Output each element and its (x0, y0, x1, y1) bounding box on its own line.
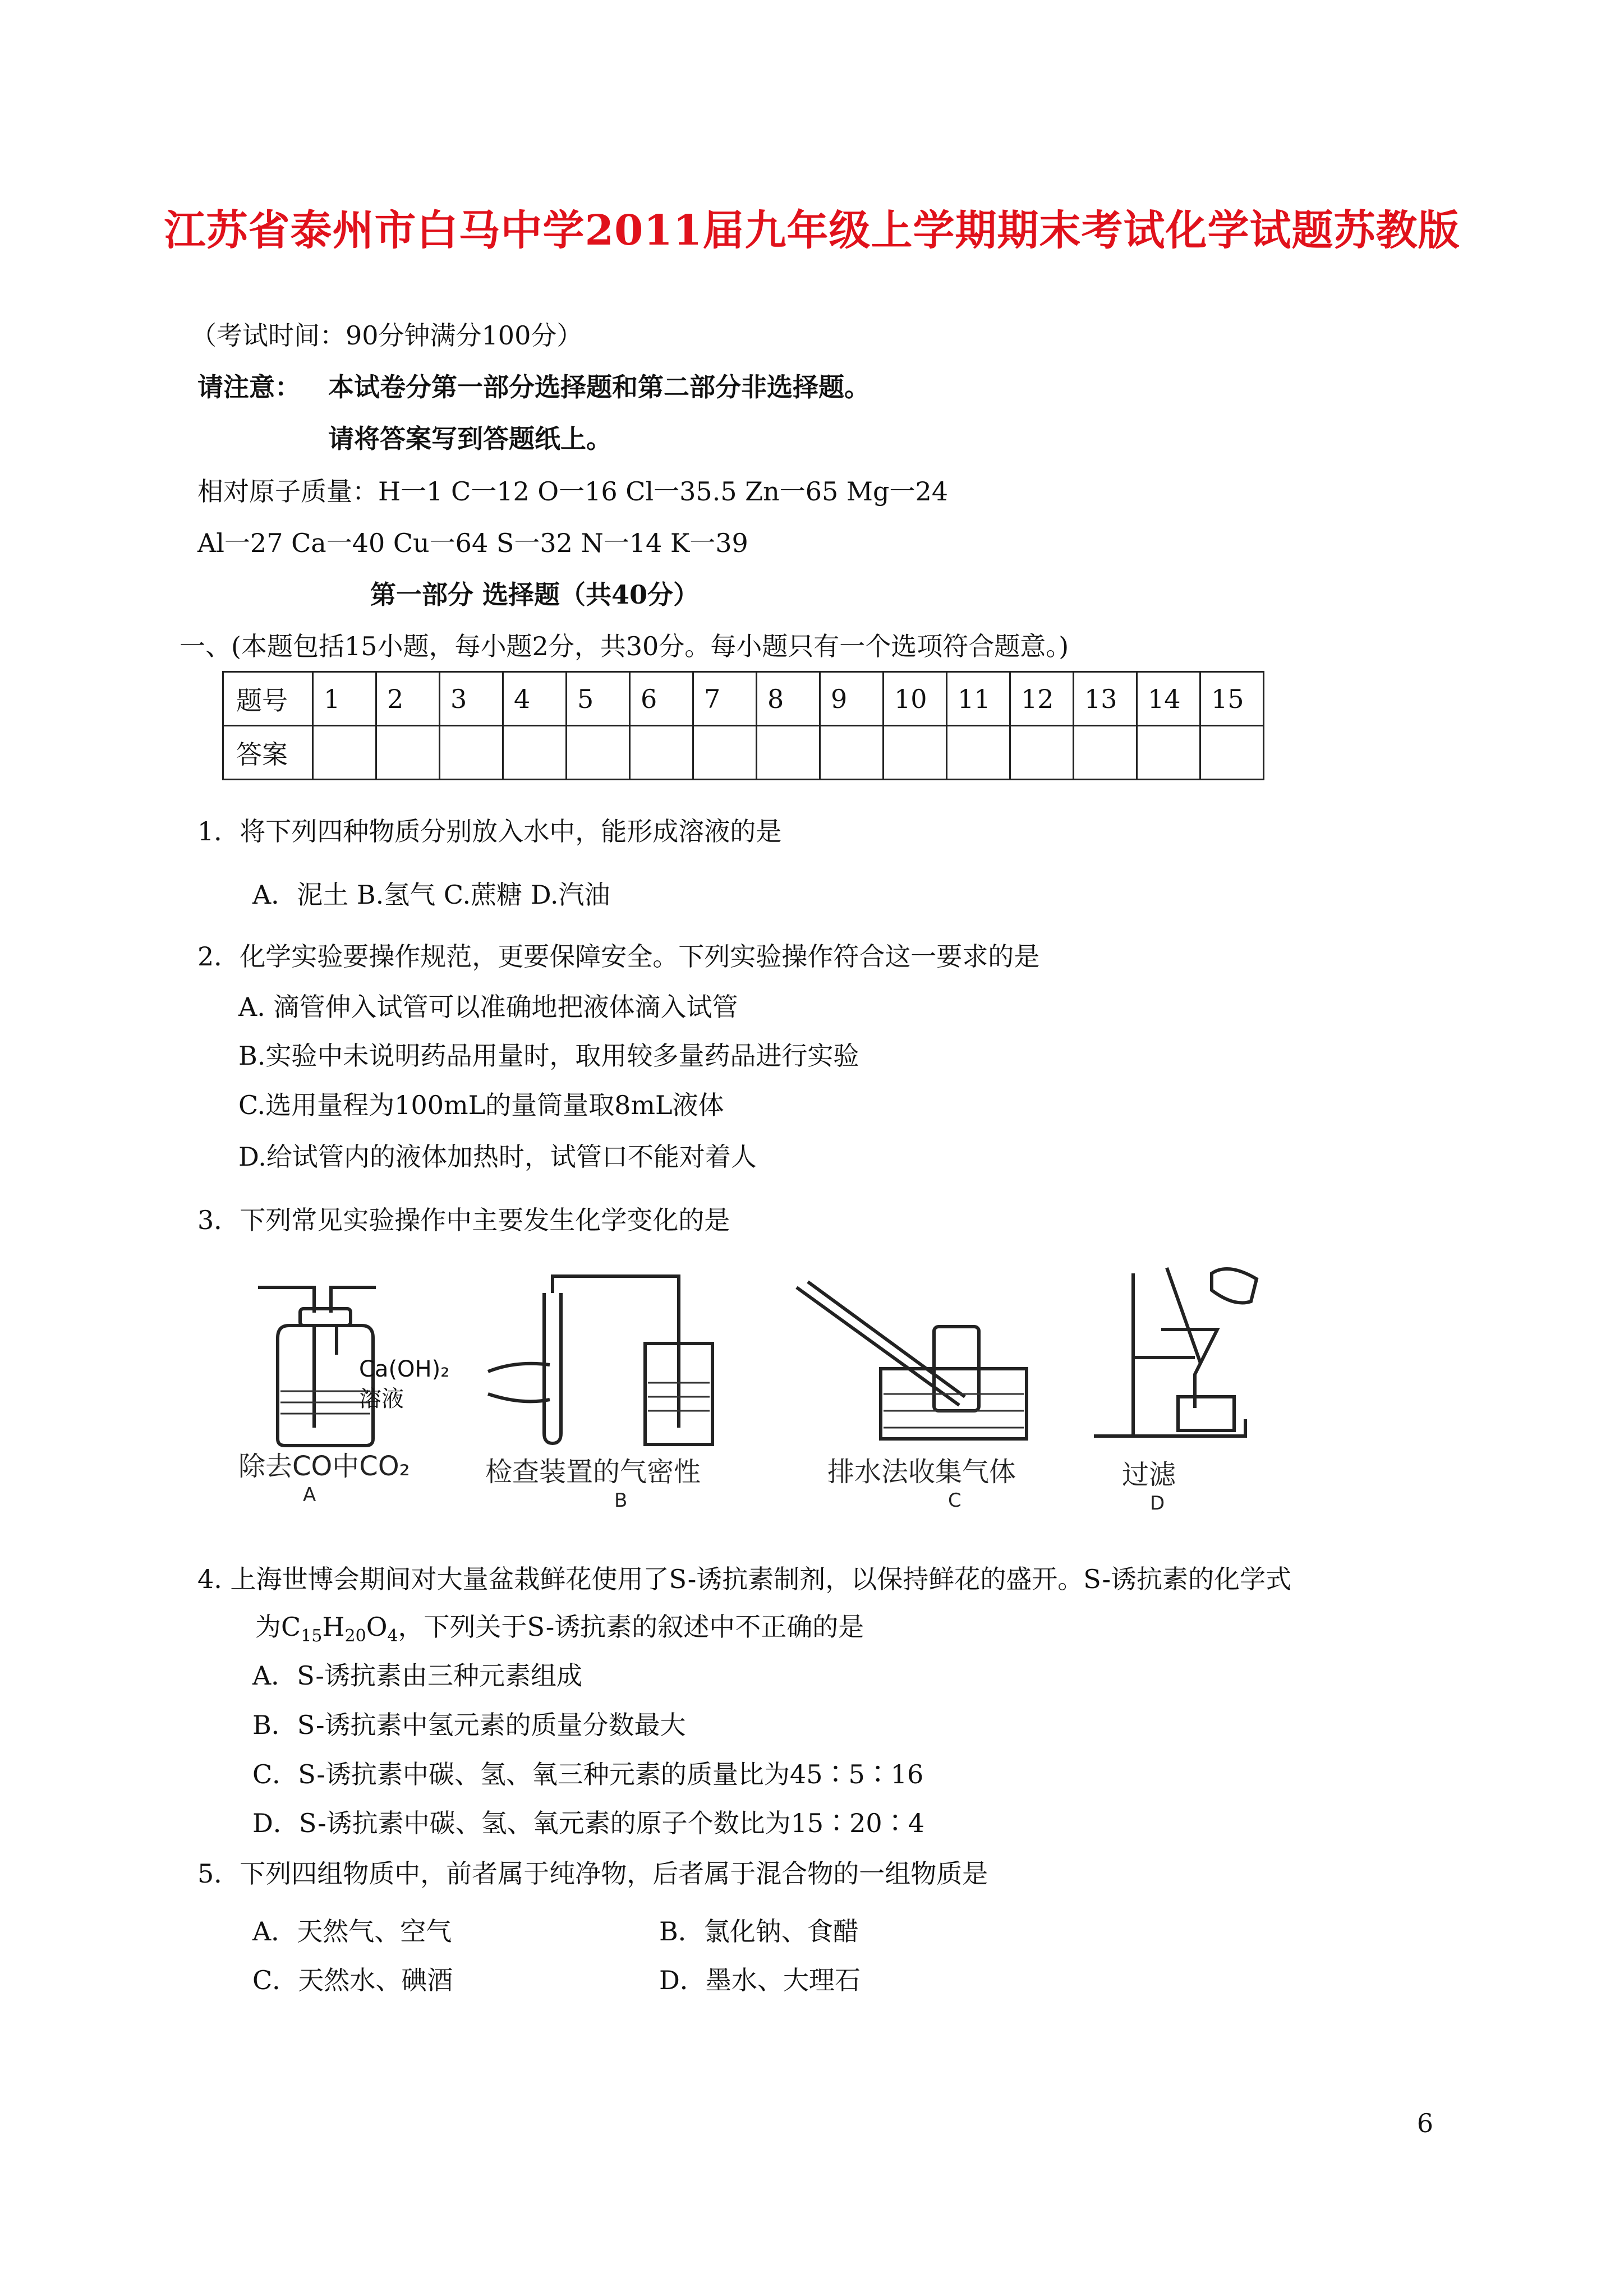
question-number-cell: 13 (1074, 672, 1137, 726)
answer-cell[interactable] (376, 726, 440, 780)
notice-label: 请注意： (197, 372, 301, 402)
page-number: 6 (1416, 2108, 1433, 2138)
q5-option-b: B．氯化钠、食醋 (659, 1916, 859, 1947)
figure-a-solution-label-2: 溶液 (359, 1386, 404, 1412)
figure-c-water-displacement (791, 1265, 1038, 1450)
figure-a-solution-label: Ca(OH)₂ (359, 1356, 450, 1382)
answer-table (222, 671, 1264, 780)
q4-option-c: C．S-诱抗素中碳、氢、氧三种元素的质量比为45∶5∶16 (252, 1759, 924, 1789)
q2-option-a: A. 滴管伸入试管可以准确地把液体滴入试管 (238, 992, 738, 1022)
q4-stem-line-2 (255, 1610, 864, 1653)
question-number-cell: 6 (630, 672, 693, 726)
figure-a-caption: 除去CO中CO₂ (238, 1451, 410, 1482)
q1-stem: 1．将下列四种物质分别放入水中，能形成溶液的是 (197, 816, 782, 846)
question-number-cell: 9 (820, 672, 884, 726)
q5-option-d: D．墨水、大理石 (659, 1965, 861, 1995)
question-number-cell: 11 (947, 672, 1010, 726)
figure-b-airtightness-setup (477, 1265, 724, 1450)
answer-cell[interactable] (630, 726, 693, 780)
question-number-cell: 5 (567, 672, 630, 726)
answer-cell[interactable] (1074, 726, 1137, 780)
q5-stem: 5．下列四组物质中，前者属于纯净物，后者属于混合物的一组物质是 (197, 1858, 988, 1889)
question-number-cell: 3 (440, 672, 503, 726)
q4-formula-prefix: 为C (255, 1612, 301, 1642)
figure-c-caption: 排水法收集气体 (827, 1456, 1016, 1488)
answer-cell[interactable] (1200, 726, 1264, 780)
formula-o: O (366, 1612, 388, 1642)
q4-stem: 4. 上海世博会期间对大量盆栽鲜花使用了S-诱抗素制剂，以保持鲜花的盛开。S-诱抗素的化学式 (197, 1564, 1291, 1594)
answer-cell[interactable] (1137, 726, 1200, 780)
q4-option-b: B．S-诱抗素中氢元素的质量分数最大 (252, 1710, 686, 1740)
figure-d-letter: D (1150, 1492, 1165, 1515)
atomic-mass-line-1: 相对原子质量：H一1 C一12 O一16 Cl一35.5 Zn一65 Mg一24 (197, 476, 948, 507)
question-number-cell: 12 (1010, 672, 1074, 726)
q5-option-a: A．天然气、空气 (252, 1916, 452, 1947)
answer-cell[interactable] (1010, 726, 1074, 780)
atomic-mass-line-2: Al一27 Ca一40 Cu一64 S一32 N一14 K一39 (197, 528, 748, 558)
figure-d-caption: 过滤 (1122, 1459, 1176, 1490)
answer-cell[interactable] (820, 726, 884, 780)
question-number-cell: 1 (313, 672, 376, 726)
q4-stem-suffix: ，下列关于S-诱抗素的叙述中不正确的是 (398, 1612, 864, 1642)
formula-h: H (322, 1612, 345, 1642)
question-number-cell: 14 (1137, 672, 1200, 726)
answer-cell[interactable] (567, 726, 630, 780)
question-number-cell: 7 (693, 672, 757, 726)
figure-d-filtration (1088, 1251, 1273, 1453)
q2-stem: 2．化学实验要操作规范，更要保障安全。下列实验操作符合这一要求的是 (197, 941, 1040, 972)
q1-options: A．泥土 B.氢气 C.蔗糖 D.汽油 (252, 880, 610, 910)
table-header-answer: 答案 (223, 726, 313, 780)
answer-table-answer-row (223, 726, 1264, 780)
q2-option-d: D.给试管内的液体加热时，试管口不能对着人 (238, 1142, 757, 1172)
figure-b-letter: B (614, 1489, 628, 1512)
figure-c-letter: C (948, 1489, 961, 1512)
answer-cell[interactable] (440, 726, 503, 780)
answer-cell[interactable] (693, 726, 757, 780)
q2-option-b: B.实验中未说明药品用量时，取用较多量药品进行实验 (238, 1041, 859, 1071)
q4-option-d: D．S-诱抗素中碳、氢、氧元素的原子个数比为15∶20∶4 (252, 1808, 924, 1838)
q3-stem: 3．下列常见实验操作中主要发生化学变化的是 (197, 1205, 730, 1235)
formula-subscript-h: 20 (344, 1626, 366, 1646)
exam-info: （考试时间：90分钟满分100分） (191, 320, 583, 351)
section-intro: 一、(本题包括15小题，每小题2分，共30分。每小题只有一个选项符合题意。) (180, 631, 1069, 661)
part-heading: 第一部分 选择题（共40分） (370, 579, 700, 610)
notice-line-2: 请将答案写到答题纸上。 (328, 424, 612, 454)
answer-cell[interactable] (503, 726, 567, 780)
question-number-cell: 10 (884, 672, 947, 726)
table-header-number: 题号 (223, 672, 313, 726)
answer-cell[interactable] (884, 726, 947, 780)
answer-cell[interactable] (947, 726, 1010, 780)
answer-cell[interactable] (757, 726, 820, 780)
formula-subscript-o: 4 (387, 1626, 398, 1646)
question-number-cell: 15 (1200, 672, 1264, 726)
answer-cell[interactable] (313, 726, 376, 780)
q4-option-a: A．S-诱抗素由三种元素组成 (252, 1660, 582, 1691)
question-number-cell: 2 (376, 672, 440, 726)
figure-b-caption: 检查装置的气密性 (485, 1456, 701, 1488)
q5-option-c: C．天然水、碘酒 (252, 1965, 453, 1995)
notice-line-1: 本试卷分第一部分选择题和第二部分非选择题。 (328, 372, 870, 402)
formula-subscript-c: 15 (301, 1626, 323, 1646)
figure-a-letter: A (303, 1484, 316, 1506)
question-number-cell: 4 (503, 672, 567, 726)
exam-title: 江苏省泰州市白马中学2011届九年级上学期期末考试化学试题苏教版 (164, 206, 1460, 255)
q2-option-c: C.选用量程为100mL的量筒量取8mL液体 (238, 1090, 724, 1120)
question-number-cell: 8 (757, 672, 820, 726)
answer-table-number-row (223, 672, 1264, 726)
